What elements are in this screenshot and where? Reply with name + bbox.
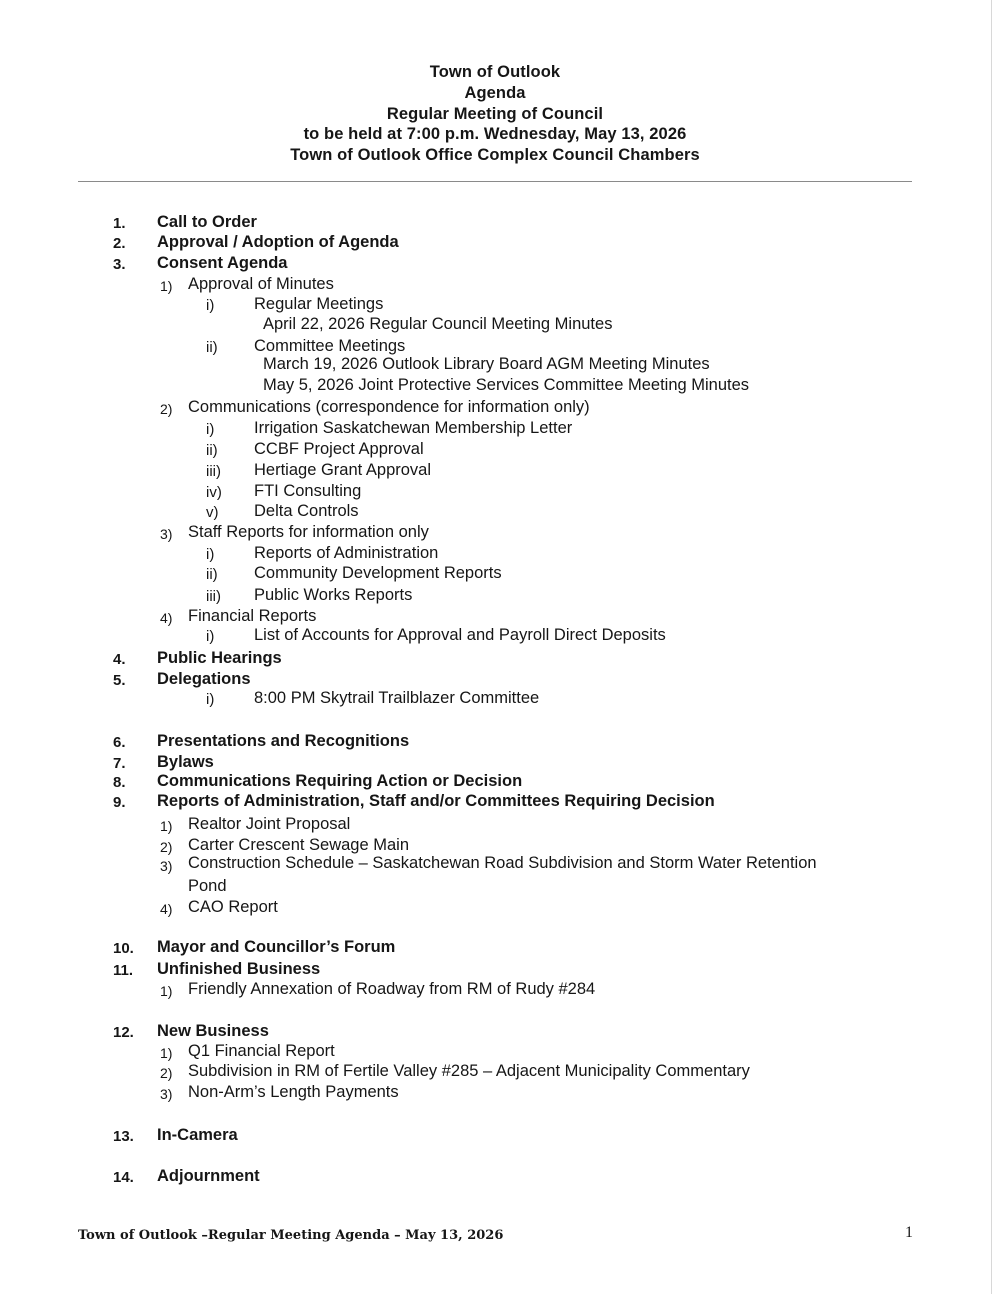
subitem-text: Realtor Joint Proposal: [188, 815, 351, 833]
item-number: 1.: [113, 215, 126, 232]
item-title: Consent Agenda: [157, 254, 288, 272]
subitem-text: Staff Reports for information only: [188, 523, 429, 541]
item-number: 11.: [113, 962, 134, 979]
subitem-text: Q1 Financial Report: [188, 1042, 335, 1060]
header-location: Town of Outlook Office Complex Council Chambers: [290, 146, 700, 165]
item-title: New Business: [157, 1022, 269, 1040]
item-number: 4.: [113, 651, 126, 668]
roman-text: Regular Meetings: [254, 295, 384, 313]
header-meeting-type: Regular Meeting of Council: [386, 104, 604, 123]
roman-text: Delta Controls: [254, 502, 359, 520]
item-title: Unfinished Business: [157, 960, 321, 978]
item-title: Adjournment: [157, 1167, 260, 1185]
item-number: 2.: [113, 235, 126, 252]
page-number: 1: [905, 1224, 913, 1241]
item-title: In-Camera: [157, 1126, 238, 1144]
detail-text: May 5, 2026 Joint Protective Services Committee Meeting Minutes: [263, 376, 750, 394]
subitem-number: 4): [160, 610, 173, 626]
item-number: 8.: [113, 774, 126, 791]
header-town: Town of Outlook: [429, 63, 561, 81]
roman-text: Public Works Reports: [254, 586, 413, 604]
item-title: Bylaws: [157, 753, 214, 771]
roman-text: Committee Meetings: [254, 337, 406, 355]
item-title: Reports of Administration, Staff and/or Committees Requiring Decision: [157, 792, 715, 810]
roman-number: iii): [206, 588, 221, 605]
detail-text: March 19, 2026 Outlook Library Board AGM Meeting Minutes: [263, 355, 710, 373]
roman-text: Community Development Reports: [254, 564, 502, 582]
item-title: Public Hearings: [157, 649, 282, 667]
page-edge: [991, 0, 992, 1294]
roman-number: i): [206, 297, 215, 314]
subitem-number: 2): [160, 401, 173, 417]
subitem-text: Subdivision in RM of Fertile Valley #285 – Adjacent Municipality Commentary: [188, 1062, 750, 1080]
roman-number: iii): [206, 463, 221, 480]
roman-text: Reports of Administration: [254, 544, 439, 562]
roman-number: v): [206, 504, 219, 521]
header-agenda: Agenda: [464, 83, 526, 102]
roman-text: List of Accounts for Approval and Payroll Direct Deposits: [254, 626, 666, 644]
roman-text: Hertiage Grant Approval: [254, 461, 432, 479]
agenda-header: [230, 62, 760, 166]
item-title: Presentations and Recognitions: [157, 732, 410, 750]
item-title: Communications Requiring Action or Decision: [157, 772, 523, 790]
subitem-text: Carter Crescent Sewage Main: [188, 836, 410, 854]
item-number: 9.: [113, 794, 126, 811]
roman-text: Irrigation Saskatchewan Membership Letter: [254, 419, 573, 437]
roman-number: ii): [206, 566, 218, 583]
roman-text: CCBF Project Approval: [254, 440, 424, 458]
item-number: 10.: [113, 940, 134, 957]
subitem-number: 3): [160, 526, 173, 542]
item-title: Mayor and Councillor’s Forum: [157, 938, 396, 956]
roman-number: iv): [206, 484, 222, 501]
item-title: Delegations: [157, 670, 251, 688]
header-divider: [78, 181, 912, 182]
roman-number: i): [206, 691, 215, 708]
item-number: 12.: [113, 1024, 134, 1041]
subitem-number: 2): [160, 839, 173, 855]
item-number: 6.: [113, 734, 126, 751]
subitem-text: Communications (correspondence for information only): [188, 398, 590, 416]
roman-number: i): [206, 628, 215, 645]
item-number: 13.: [113, 1128, 134, 1145]
item-number: 3.: [113, 256, 126, 273]
subitem-number: 1): [160, 278, 173, 294]
roman-number: i): [206, 546, 215, 563]
item-title: Approval / Adoption of Agenda: [157, 233, 399, 251]
subitem-number: 1): [160, 1045, 173, 1061]
item-title: Call to Order: [157, 213, 257, 231]
subitem-number: 1): [160, 983, 173, 999]
subitem-number: 3): [160, 858, 173, 874]
subitem-text: Friendly Annexation of Roadway from RM of Rudy #284: [188, 980, 596, 998]
subitem-number: 2): [160, 1065, 173, 1081]
subitem-text: Construction Schedule – Saskatchewan Road Subdivision and Storm Water Retention: [188, 854, 817, 872]
subitem-text: CAO Report: [188, 898, 278, 916]
subitem-text: Financial Reports: [188, 607, 317, 625]
detail-text: April 22, 2026 Regular Council Meeting Minutes: [263, 315, 613, 333]
subitem-text: Non-Arm’s Length Payments: [188, 1083, 399, 1101]
roman-text: FTI Consulting: [254, 482, 362, 500]
roman-number: i): [206, 421, 215, 438]
subitem-number: 4): [160, 901, 173, 917]
subitem-number: 3): [160, 1086, 173, 1102]
item-number: 5.: [113, 672, 126, 689]
roman-text: 8:00 PM Skytrail Trailblazer Committee: [254, 689, 540, 707]
roman-number: ii): [206, 339, 218, 356]
item-number: 7.: [113, 755, 126, 772]
item-number: 14.: [113, 1169, 134, 1186]
roman-number: ii): [206, 442, 218, 459]
subitem-text: Approval of Minutes: [188, 275, 334, 293]
header-date-time: to be held at 7:00 p.m. Wednesday, May 13, 2026: [303, 125, 687, 144]
subitem-text-continued: Pond: [188, 877, 227, 895]
page-footer: Town of Outlook –Regular Meeting Agenda – May 13, 2026: [78, 1228, 504, 1243]
subitem-number: 1): [160, 818, 173, 834]
